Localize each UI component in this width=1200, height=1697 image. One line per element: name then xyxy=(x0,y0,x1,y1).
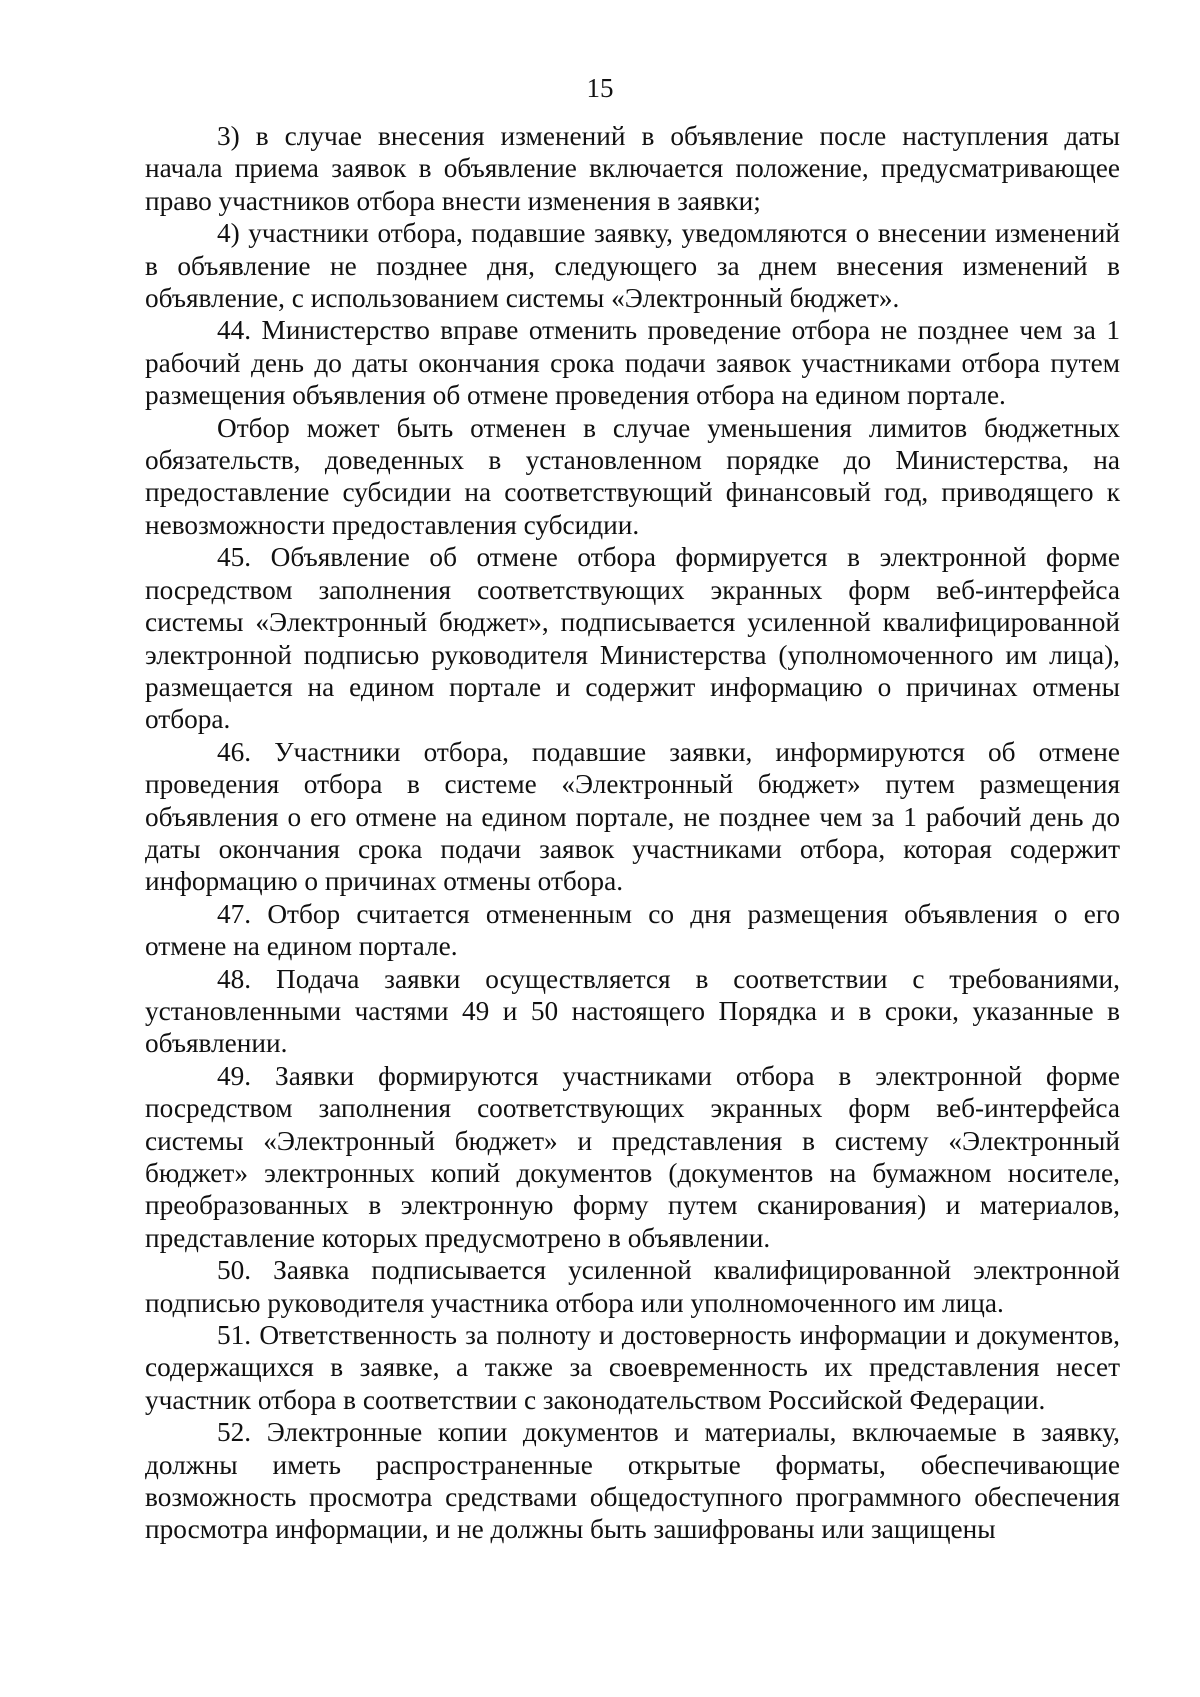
paragraph-52: 52. Электронные копии документов и материалы, включаемые в заявку, должны иметь распространенные открытые форматы, обеспечивающие возможность просмотра средствами общедоступного программного обеспечения просмотра информации, и не должны быть зашифрованы или защищены xyxy=(145,1417,1120,1545)
paragraph-47: 47. Отбор считается отмененным со дня размещения объявления о его отмене на едином портале. xyxy=(145,898,1120,962)
page-number: 15 xyxy=(586,73,614,103)
paragraph-49: 49. Заявки формируются участниками отбора в электронной форме посредством заполнения соответствующих экранных форм веб-интерфейса системы «Электронный бюджет» и представления в систему «Электронный бюджет» электронных копий документов (документов на бумажном носителе, преобразованных в электронную форму путем сканирования) и материалов, представление которых предусмотрено в объявлении. xyxy=(145,1060,1120,1253)
paragraph-44: 44. Министерство вправе отменить проведение отбора не позднее чем за 1 рабочий день до даты окончания срока подачи заявок участниками отбора путем размещения объявления об отмене проведения отбора на едином портале. xyxy=(145,315,1120,411)
paragraph-item-3: 3) в случае внесения изменений в объявление после наступления даты начала приема заявок в объявление включается положение, предусматривающее право участников отбора внести изменения в заявки; xyxy=(145,121,1120,216)
document-body xyxy=(145,120,1120,1546)
paragraph-item-4: 4) участники отбора, подавшие заявку, уведомляются о внесении изменений в объявление не позднее дня, следующего за днем внесения изменений в объявление, с использованием системы «Электронный бюджет». xyxy=(145,218,1120,314)
paragraph-45: 45. Объявление об отмене отбора формируется в электронной форме посредством заполнения соответствующих экранных форм веб-интерфейса системы «Электронный бюджет», подписывается усиленной квалифицированной электронной подписью руководителя Министерства (уполномоченного им лица), размещается на едином портале и содержит информацию о причинах отмены отбора. xyxy=(145,542,1120,735)
paragraph-51: 51. Ответственность за полноту и достоверность информации и документов, содержащихся в заявке, а также за своевременность их представления несет участник отбора в соответствии с законодательством Российской Федерации. xyxy=(145,1320,1120,1415)
paragraph-46: 46. Участники отбора, подавшие заявки, информируются об отмене проведения отбора в системе «Электронный бюджет» путем размещения объявления о его отмене на едином портале, не позднее чем за 1 рабочий день до даты окончания срока подачи заявок участниками отбора, которая содержит информацию о причинах отмены отбора. xyxy=(145,736,1120,897)
paragraph-44-continuation: Отбор может быть отменен в случае уменьшения лимитов бюджетных обязательств, доведенных в установленном порядке до Министерства, на предоставление субсидии на соответствующий финансовый год, приводящего к невозможности предоставления субсидии. xyxy=(145,412,1120,540)
paragraph-48: 48. Подача заявки осуществляется в соответствии с требованиями, установленными частями 49 и 50 настоящего Порядка и в сроки, указанные в объявлении. xyxy=(145,963,1120,1059)
paragraph-50: 50. Заявка подписывается усиленной квалифицированной электронной подписью руководителя участника отбора или уполномоченного им лица. xyxy=(145,1255,1120,1318)
